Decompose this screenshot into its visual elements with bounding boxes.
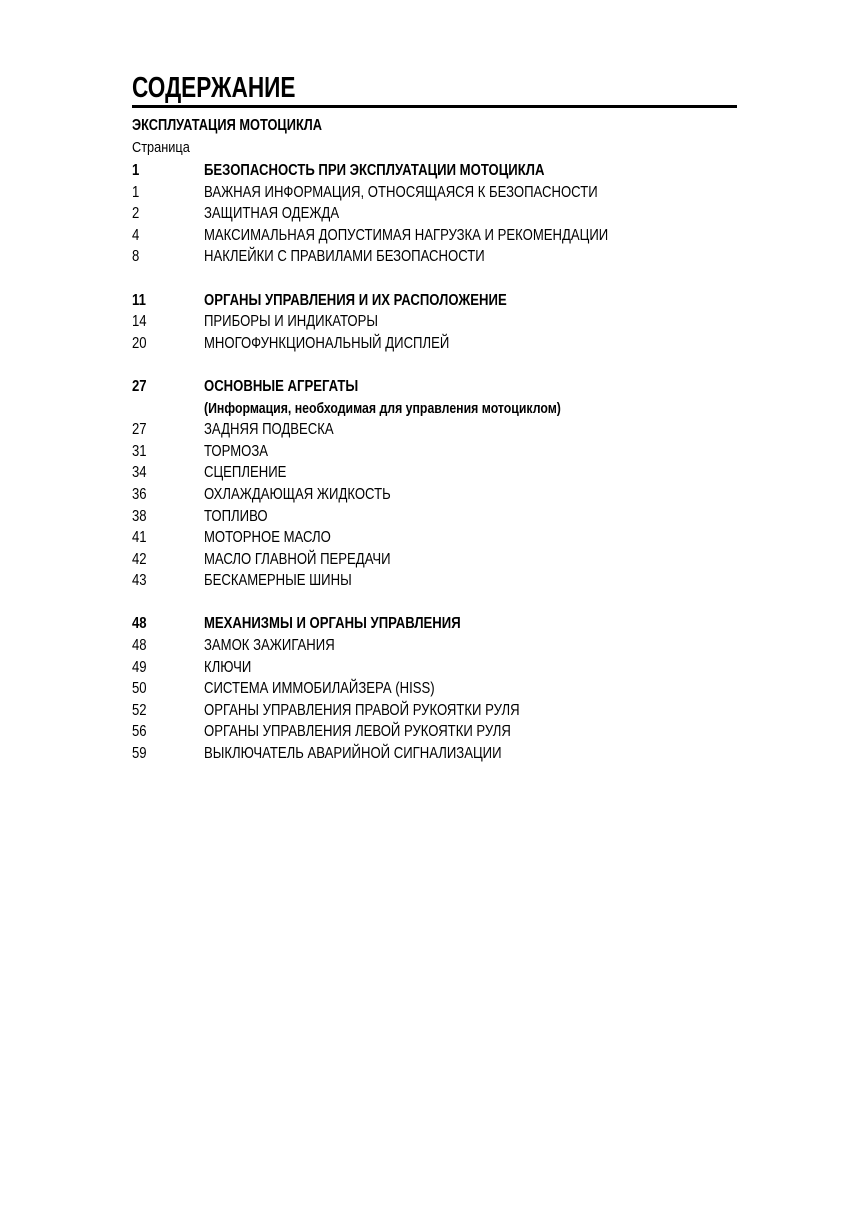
toc-entry[interactable] bbox=[132, 462, 752, 484]
toc-page-number: 11 bbox=[132, 291, 146, 309]
toc-entry-title: ОРГАНЫ УПРАВЛЕНИЯ ЛЕВОЙ РУКОЯТКИ РУЛЯ bbox=[204, 723, 511, 741]
toc-entry-title: ЗАЩИТНАЯ ОДЕЖДА bbox=[204, 205, 340, 223]
toc-page-number: 1 bbox=[132, 162, 140, 179]
section-heading: ЭКСПЛУАТАЦИЯ МОТОЦИКЛА bbox=[132, 117, 323, 134]
toc-entry[interactable] bbox=[132, 484, 752, 506]
toc-entry[interactable] bbox=[132, 225, 752, 247]
toc-entry[interactable] bbox=[132, 419, 752, 441]
toc-entry-title: ТОПЛИВО bbox=[204, 507, 268, 525]
toc-entry[interactable] bbox=[132, 333, 752, 355]
toc-entry[interactable] bbox=[132, 311, 752, 333]
toc-page-number: 52 bbox=[132, 701, 147, 719]
toc-entry-title: ОСНОВНЫЕ АГРЕГАТЫ bbox=[204, 377, 359, 395]
title-rule bbox=[132, 105, 737, 108]
toc-entry[interactable] bbox=[132, 506, 752, 528]
toc-page-number: 4 bbox=[132, 226, 140, 244]
toc-entry-title: КЛЮЧИ bbox=[204, 658, 252, 676]
toc-entry-subtitle bbox=[132, 398, 752, 420]
toc-entry-title: МАКСИМАЛЬНАЯ ДОПУСТИМАЯ НАГРУЗКА И РЕКОМЕНДАЦИИ bbox=[204, 226, 609, 244]
toc-entry-title: МЕХАНИЗМЫ И ОРГАНЫ УПРАВЛЕНИЯ bbox=[204, 615, 461, 633]
toc-entry-title: МОТОРНОЕ МАСЛО bbox=[204, 529, 331, 547]
toc-entry-title: ОХЛАЖДАЮЩАЯ ЖИДКОСТЬ bbox=[204, 485, 391, 503]
toc-page-number: 48 bbox=[132, 615, 147, 633]
toc-entry[interactable] bbox=[132, 721, 752, 743]
toc-entry[interactable] bbox=[132, 376, 752, 398]
toc-page-number: 1 bbox=[132, 183, 140, 201]
toc-entry-title: ВАЖНАЯ ИНФОРМАЦИЯ, ОТНОСЯЩАЯСЯ К БЕЗОПАСНОСТИ bbox=[204, 183, 598, 201]
toc-entry-title: ВЫКЛЮЧАТЕЛЬ АВАРИЙНОЙ СИГНАЛИЗАЦИИ bbox=[204, 745, 502, 763]
toc-page-number: 48 bbox=[132, 637, 147, 655]
toc-entry[interactable] bbox=[132, 657, 752, 679]
toc-entry-title: МАСЛО ГЛАВНОЙ ПЕРЕДАЧИ bbox=[204, 550, 391, 568]
toc-page-number: 27 bbox=[132, 421, 147, 439]
toc-entry-title: ЗАДНЯЯ ПОДВЕСКА bbox=[204, 421, 334, 439]
toc-entry[interactable] bbox=[132, 613, 752, 635]
toc-page-number: 50 bbox=[132, 680, 147, 698]
toc-entry-title: СЦЕПЛЕНИЕ bbox=[204, 464, 287, 482]
toc-entry-title: ОРГАНЫ УПРАВЛЕНИЯ ПРАВОЙ РУКОЯТКИ РУЛЯ bbox=[204, 701, 520, 719]
toc-entry-title: СИСТЕМА ИММОБИЛАЙЗЕРА (HISS) bbox=[204, 680, 435, 698]
toc-entry[interactable] bbox=[132, 441, 752, 463]
toc-entry-title: (Информация, необходимая для управления мотоциклом) bbox=[204, 399, 561, 417]
table-of-contents bbox=[132, 160, 752, 765]
toc-entry-title: МНОГОФУНКЦИОНАЛЬНЫЙ ДИСПЛЕЙ bbox=[204, 334, 450, 352]
toc-page-number: 41 bbox=[132, 529, 147, 547]
toc-page-number: 2 bbox=[132, 205, 140, 223]
toc-entry[interactable] bbox=[132, 635, 752, 657]
toc-page-number: 14 bbox=[132, 313, 147, 331]
toc-page-number: 27 bbox=[132, 377, 147, 395]
toc-entry[interactable] bbox=[132, 678, 752, 700]
toc-entry[interactable] bbox=[132, 700, 752, 722]
toc-entry[interactable] bbox=[132, 203, 752, 225]
toc-page-number: 56 bbox=[132, 723, 147, 741]
toc-entry[interactable] bbox=[132, 160, 752, 182]
toc-entry-title: БЕСКАМЕРНЫЕ ШИНЫ bbox=[204, 572, 352, 590]
page-column-label: Страница bbox=[132, 139, 190, 156]
toc-entry[interactable] bbox=[132, 743, 752, 765]
toc-page-number: 59 bbox=[132, 745, 147, 763]
toc-entry[interactable] bbox=[132, 290, 752, 312]
toc-entry[interactable] bbox=[132, 182, 752, 204]
toc-entry-title: ЗАМОК ЗАЖИГАНИЯ bbox=[204, 637, 335, 655]
toc-page-number: 34 bbox=[132, 464, 147, 482]
page-title: СОДЕРЖАНИЕ bbox=[132, 72, 296, 104]
toc-entry[interactable] bbox=[132, 246, 752, 268]
toc-page-number: 36 bbox=[132, 485, 147, 503]
toc-entry[interactable] bbox=[132, 570, 752, 592]
toc-page-number: 43 bbox=[132, 572, 147, 590]
toc-page-number: 49 bbox=[132, 658, 147, 676]
toc-page-number: 38 bbox=[132, 507, 147, 525]
toc-page-number: 31 bbox=[132, 442, 147, 460]
toc-page-number: 20 bbox=[132, 334, 147, 352]
toc-entry-title: НАКЛЕЙКИ С ПРАВИЛАМИ БЕЗОПАСНОСТИ bbox=[204, 248, 485, 266]
toc-page-number: 42 bbox=[132, 550, 147, 568]
toc-entry-title: БЕЗОПАСНОСТЬ ПРИ ЭКСПЛУАТАЦИИ МОТОЦИКЛА bbox=[204, 162, 545, 179]
toc-entry[interactable] bbox=[132, 549, 752, 571]
toc-entry-title: ТОРМОЗА bbox=[204, 442, 269, 460]
toc-entry[interactable] bbox=[132, 527, 752, 549]
toc-entry-title: ПРИБОРЫ И ИНДИКАТОРЫ bbox=[204, 313, 378, 331]
toc-entry-title: ОРГАНЫ УПРАВЛЕНИЯ И ИХ РАСПОЛОЖЕНИЕ bbox=[204, 291, 507, 309]
toc-page-number: 8 bbox=[132, 248, 140, 266]
